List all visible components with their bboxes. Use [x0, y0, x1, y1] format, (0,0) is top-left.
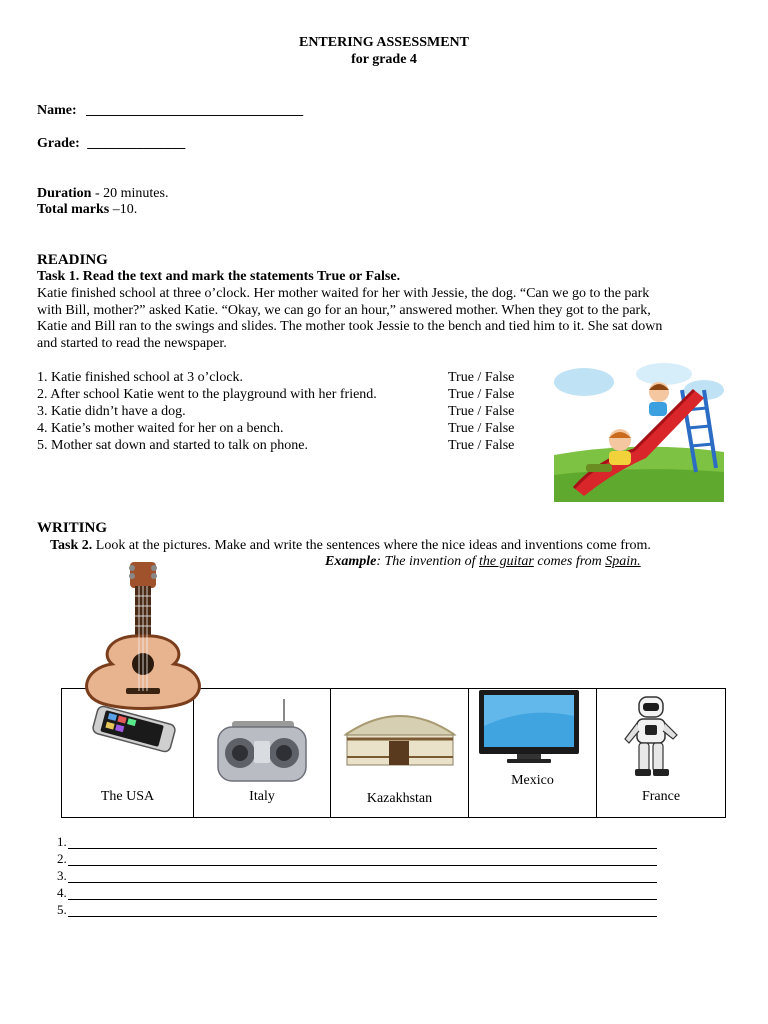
statement-2: 2. After school Katie went to the playground with her friend.	[37, 387, 377, 402]
statement-1: 1. Katie finished school at 3 o’clock.	[37, 370, 244, 385]
true-false-choice-4[interactable]: True / False	[448, 421, 515, 436]
robot-icon	[619, 695, 683, 779]
duration-label: Duration	[37, 186, 92, 201]
passage-line: and started to read the newspaper.	[37, 335, 227, 351]
statement-3: 3. Katie didn’t have a dog.	[37, 404, 186, 419]
total-marks	[37, 202, 137, 218]
example-country: Spain.	[605, 554, 641, 569]
task2-instructions	[50, 538, 651, 554]
answer-number: 2.	[57, 851, 67, 866]
name-blank: _______________________________	[86, 103, 304, 118]
duration	[37, 186, 168, 202]
task1-title: Task 1. Read the text and mark the statements True or False.	[37, 269, 401, 284]
page-title: ENTERING ASSESSMENT	[298, 35, 469, 50]
radio-cassette-icon	[214, 695, 310, 785]
grade-label: Grade:	[37, 136, 80, 151]
answer-line-2[interactable]	[57, 851, 657, 868]
answer-line-4[interactable]	[57, 885, 657, 902]
yurt-icon	[339, 705, 461, 771]
page-subtitle: for grade 4	[351, 52, 417, 67]
true-false-choice-5[interactable]: True / False	[448, 438, 515, 453]
passage-line: with Bill, mother?” asked Katie. “Okay, we can go for an hour,” answered mother. When they got to the park,	[37, 302, 651, 318]
example-label: Example	[325, 554, 377, 569]
name-label: Name:	[37, 103, 77, 118]
passage-line: Katie and Bill ran to the swings and slides. The mother took Jessie to the bench and tied him to it. She sat down	[37, 319, 663, 334]
passage-line: Katie finished school at three o’clock. Her mother waited for her with Jessie, the dog. “Can we go to the park	[37, 286, 650, 301]
grade-field	[37, 136, 185, 152]
grid-cell-kazakhstan	[331, 689, 469, 818]
example-text: : The invention of	[376, 554, 479, 569]
true-false-choice-1[interactable]: True / False	[448, 370, 515, 385]
example-item: the guitar	[479, 554, 534, 569]
answer-number: 4.	[57, 885, 67, 900]
answer-line-3[interactable]	[57, 868, 657, 885]
country-label: Mexico	[511, 773, 554, 788]
answer-number: 1.	[57, 834, 67, 849]
marks-value: –10.	[109, 202, 138, 217]
playground-slide-picture	[554, 360, 724, 502]
country-label: Kazakhstan	[366, 791, 433, 806]
answer-line-5[interactable]	[57, 902, 657, 919]
grade-blank: ______________	[87, 136, 186, 151]
marks-label: Total marks	[37, 202, 110, 217]
statement-list	[37, 370, 537, 454]
guitar-picture	[70, 560, 220, 710]
true-false-choice-3[interactable]: True / False	[448, 404, 515, 419]
writing-heading: WRITING	[37, 520, 108, 536]
task2-text: Look at the pictures. Make and write the sentences where the nice ideas and inventions come from.	[92, 538, 651, 553]
reading-passage	[37, 286, 737, 352]
smartphone-icon	[86, 705, 182, 753]
example-sentence	[325, 554, 641, 570]
answer-number: 5.	[57, 902, 67, 917]
example-text: comes from	[533, 554, 606, 569]
duration-value: - 20 minutes.	[91, 186, 169, 201]
tv-picture	[477, 686, 581, 764]
answer-number: 3.	[57, 868, 67, 883]
statement-5: 5. Mother sat down and started to talk on phone.	[37, 438, 309, 453]
statement-4: 4. Katie’s mother waited for her on a bench.	[37, 421, 284, 436]
country-label: Italy	[249, 789, 275, 804]
task2-label: Task 2.	[50, 538, 93, 553]
country-label: France	[641, 789, 681, 804]
answer-line-1[interactable]	[57, 834, 657, 851]
name-field	[37, 103, 303, 119]
country-label: The USA	[100, 789, 155, 804]
true-false-choice-2[interactable]: True / False	[448, 387, 515, 402]
reading-heading: READING	[37, 252, 108, 268]
grid-cell-france	[597, 689, 726, 818]
